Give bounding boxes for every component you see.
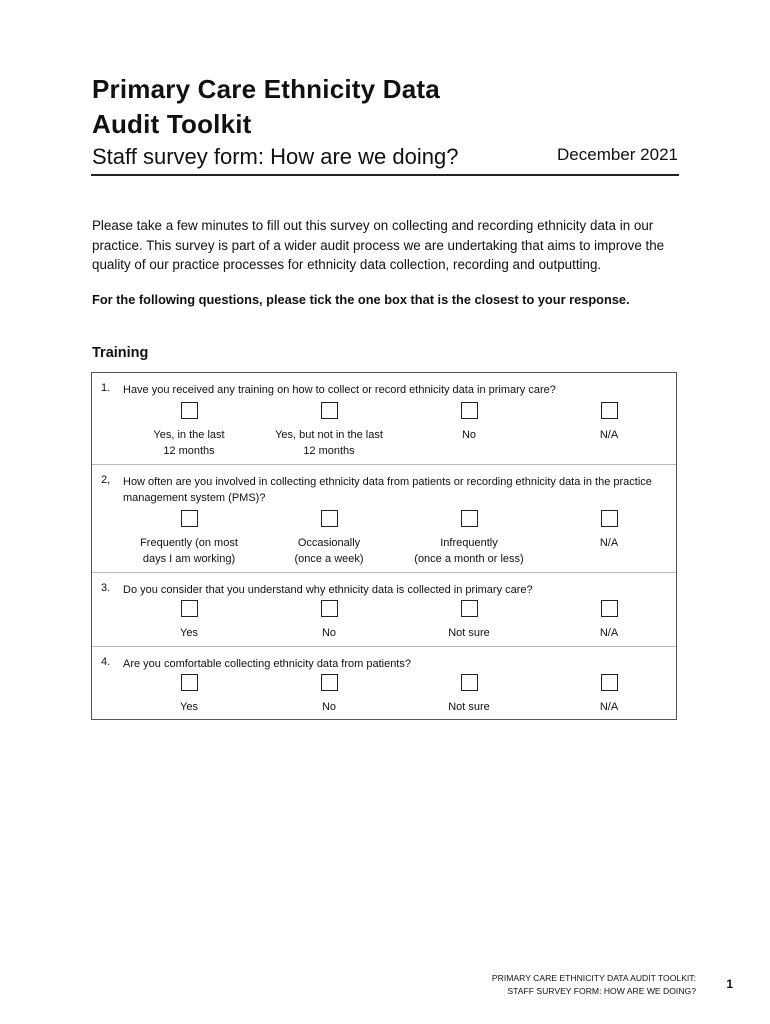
question-number: 2,: [101, 474, 111, 486]
option-label: Infrequently (once a month or less): [414, 537, 524, 565]
option: [259, 600, 399, 641]
option-label: N/A: [599, 429, 619, 441]
intro-paragraph: Please take a few minutes to fill out this survey on collecting and recording ethnicity data in our practice. This survey is part of a wider audit process we are undertaking that aims to improve the quality of our practice processes for ethnicity data collection, recording and outputting.: [92, 218, 665, 272]
option: [259, 674, 399, 715]
header-divider: [91, 174, 679, 176]
option-label: No: [321, 701, 337, 713]
checkbox[interactable]: [321, 674, 338, 691]
option: [399, 674, 539, 715]
instruction-text: For the following questions, please tick the one box that is the closest to your response.: [92, 292, 630, 307]
checkbox[interactable]: [461, 674, 478, 691]
document-title: [92, 72, 512, 142]
option-label: N/A: [599, 537, 619, 549]
option: [119, 600, 259, 641]
option: [119, 674, 259, 715]
question-number: 4.: [101, 656, 111, 668]
checkbox[interactable]: [181, 600, 198, 617]
question-row: [92, 647, 676, 719]
option-label: Yes: [180, 701, 198, 713]
option-label: N/A: [599, 701, 619, 713]
title-line-2: Audit Toolkit: [92, 109, 252, 139]
option-label: N/A: [599, 627, 619, 639]
option-label: No: [461, 429, 477, 441]
question-text: Do you consider that you understand why ethnicity data is collected in primary care?: [123, 584, 533, 596]
option: [259, 402, 399, 459]
option-label: Not sure: [448, 627, 490, 639]
option: [539, 510, 679, 551]
checkbox[interactable]: [181, 674, 198, 691]
question-number: 3.: [101, 582, 111, 594]
checkbox[interactable]: [181, 402, 198, 419]
checkbox[interactable]: [601, 402, 618, 419]
checkbox[interactable]: [461, 510, 478, 527]
option: [399, 600, 539, 641]
section-heading: Training: [92, 345, 149, 361]
question-number: 1.: [101, 382, 111, 394]
option: [539, 674, 679, 715]
option: [259, 510, 399, 567]
option: [539, 600, 679, 641]
title-line-1: Primary Care Ethnicity Data: [92, 74, 440, 104]
checkbox[interactable]: [461, 402, 478, 419]
option: [119, 510, 259, 567]
option-label: Occasionally (once a week): [294, 537, 364, 565]
option-label: Yes: [180, 627, 198, 639]
footer-line-1: PRIMARY CARE ETHNICITY DATA AUDIT TOOLKIT:: [491, 973, 696, 983]
checkbox[interactable]: [601, 510, 618, 527]
question-text: Are you comfortable collecting ethnicity data from patients?: [123, 658, 411, 670]
question-text: How often are you involved in collecting ethnicity data from patients or recording ethnicity data in the practice management system (PMS)?: [123, 476, 652, 504]
document-date: December 2021: [557, 145, 678, 164]
checkbox[interactable]: [321, 600, 338, 617]
option-label: No: [321, 627, 337, 639]
question-row: [92, 465, 676, 573]
option: [119, 402, 259, 459]
option: [399, 510, 539, 567]
document-subtitle: Staff survey form: How are we doing?: [92, 144, 459, 169]
option-label: Yes, in the last 12 months: [153, 429, 225, 457]
option-label: Not sure: [448, 701, 490, 713]
option-label: Frequently (on most days I am working): [140, 537, 238, 565]
checkbox[interactable]: [321, 402, 338, 419]
checkbox[interactable]: [321, 510, 338, 527]
checkbox[interactable]: [461, 600, 478, 617]
question-text: Have you received any training on how to collect or record ethnicity data in primary care?: [123, 384, 556, 396]
option: [399, 402, 539, 443]
page-footer: [492, 972, 696, 998]
option: [539, 402, 679, 443]
option-label: Yes, but not in the last 12 months: [275, 429, 383, 457]
checkbox[interactable]: [601, 674, 618, 691]
checkbox[interactable]: [601, 600, 618, 617]
questions-table: [91, 372, 677, 720]
checkbox[interactable]: [181, 510, 198, 527]
question-row: [92, 373, 676, 465]
footer-line-2: STAFF SURVEY FORM: HOW ARE WE DOING?: [507, 986, 696, 996]
question-row: [92, 573, 676, 647]
page-number: 1: [726, 977, 733, 991]
